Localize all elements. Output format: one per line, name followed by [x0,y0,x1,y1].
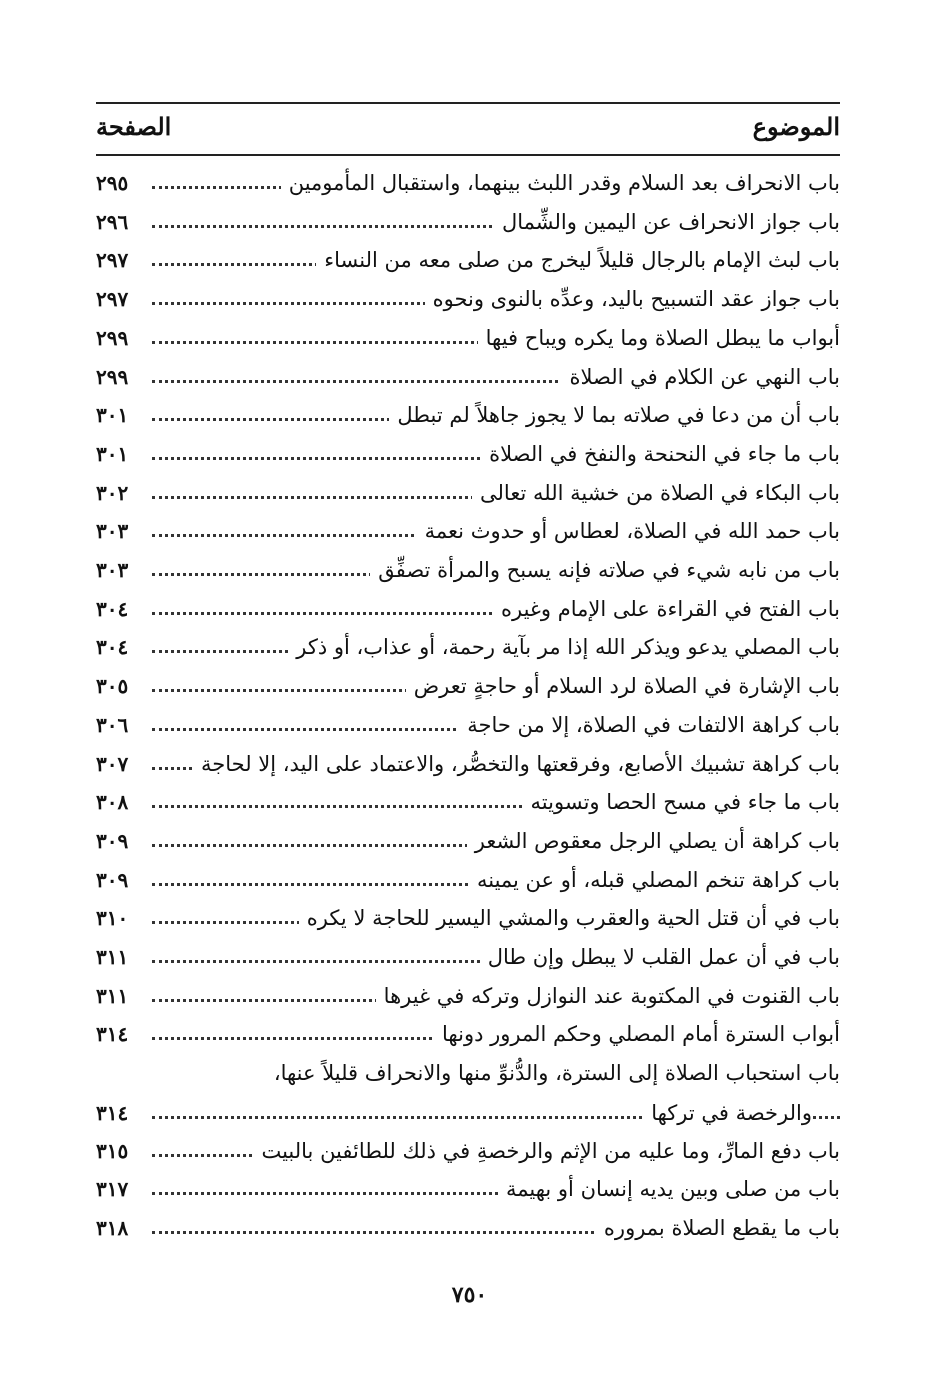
toc-entry-title: باب كراهة تشبيك الأصابع، وفرقعتها والتخصُّر، والاعتماد على اليد، إلا لحاجة [193,749,840,779]
toc-entry-title: باب المصلي يدعو ويذكر الله إذا مر بآية رحمة، أو عذاب، أو ذكر [288,632,840,662]
toc-entry-title: باب الإشارة في الصلاة لرد السلام أو حاجةٍ تعرض [406,671,840,701]
toc-entry [96,863,840,901]
toc-entry-title: باب من صلى وبين يديه إنسان أو بهيمة [498,1174,840,1204]
toc-entry-page-number: ٣٠٩ [96,828,129,853]
toc-entry [96,360,840,398]
toc-entry-title: باب البكاء في الصلاة من خشية الله تعالى [472,478,840,508]
toc-entry-title: باب دفع المارِّ، وما عليه من الإثم والرخصةِ في ذلك للطائفين بالبيت [253,1136,840,1166]
toc-entry-title: باب جواز عقد التسبيح باليد، وعدِّه بالنوى ونحوه [425,284,840,314]
toc-entry-title: باب حمد الله في الصلاة، لعطاس أو حدوث نعمة [417,516,840,546]
toc-entry [96,166,840,204]
header-underline [96,154,840,156]
toc-entry-title: باب في أن عمل القلب لا يبطل وإن طال [480,942,840,972]
topic-column-title: الموضوع [752,112,840,141]
toc-entry-title: باب استحباب الصلاة إلى السترة، والدُّنوِّ منها والانحراف قليلاً عنها، [273,1061,840,1086]
toc-entry [96,1017,840,1055]
toc-entry-page-number: ٣٠١ [96,403,129,428]
toc-entry-title: باب ما جاء في مسح الحصا وتسويته [523,787,840,817]
toc-entry-title: باب كراهة تنخم المصلي قبله، أو عن يمينه [469,865,840,895]
toc-entry-page-number: ٣١٤ [96,1022,129,1047]
toc-entry [96,1172,840,1210]
toc-entry-page-number: ٢٩٥ [96,171,129,195]
toc-entry [96,669,840,707]
toc-entry [96,979,840,1017]
toc-entry-page-number: ٣٠٣ [96,558,129,582]
toc-entry [96,321,840,359]
toc-entry [96,437,840,475]
toc-entry-page-number: ٣١٨ [96,1215,129,1240]
toc-entry-page-number: ٢٩٩ [96,364,129,389]
toc-entry-title: باب في أن قتل الحية والعقرب والمشي اليسير للحاجة لا يكره [299,903,840,933]
toc-entry-title: باب القنوت في المكتوبة عند النوازل وتركه في غيرها [376,981,840,1011]
toc-entry-title: باب النهي عن الكلام في الصلاة [561,362,840,392]
toc-entry [96,1134,840,1172]
toc-entry-title: باب من نابه شيء في صلاته فإنه يسبح والمرأة تصفِّق [370,555,840,585]
toc-entry [96,553,840,591]
toc-header [96,112,840,152]
toc-entry-title: باب ما جاء في النحنحة والنفخ في الصلاة [481,439,840,469]
toc-entry-page-number: ٣٠٥ [96,674,129,699]
toc-entry [96,708,840,746]
page-number: ٧٥٠ [451,1282,488,1308]
toc-entry-page-number: ٣٠٦ [96,712,129,737]
toc-entry [96,940,840,978]
toc-entry-title-continued: والرخصة في تركها [643,1098,812,1128]
toc-entry [96,1056,840,1134]
toc-entry [96,514,840,552]
toc-entry-page-number: ٢٩٧ [96,248,129,273]
toc-entry [96,901,840,939]
toc-entry-page-number: ٣٠٣ [96,519,129,544]
top-rule [96,102,840,104]
toc-entry-page-number: ٢٩٦ [96,209,129,234]
toc-entry [96,785,840,823]
toc-entry [96,282,840,320]
toc-entry-page-number: ٣٠٩ [96,867,129,892]
toc-entry [96,1211,840,1249]
toc-entry [96,824,840,862]
toc-entry-title: باب الانحراف بعد السلام وقدر اللبث بينهما، واستقبال المأمومين [281,168,840,198]
toc-entry-page-number: ٣١٧ [96,1177,129,1202]
toc-entry-page-number: ٣١٠ [96,906,129,931]
page-column-title: الصفحة [96,112,172,141]
toc-entry-title: باب كراهة أن يصلي الرجل معقوص الشعر [467,826,840,856]
toc-entry-title: أبواب السترة أمام المصلي وحكم المرور دونها [434,1019,840,1049]
toc-entry-title: باب كراهة الالتفات في الصلاة، إلا من حاجة [459,710,840,740]
toc-entry-page-number: ٣٠٢ [96,480,129,505]
toc-entry-page-number: ٣٠٨ [96,790,129,815]
toc-entry-title: باب ما يقطع الصلاة بمروره [596,1213,840,1243]
toc-entry-page-number: ٣١٤ [96,1101,129,1126]
toc-entry-title: باب جواز الانحراف عن اليمين والشِّمال [494,207,840,237]
toc-entry-page-number: ٣١٥ [96,1138,129,1163]
toc-entry-page-number: ٢٩٧ [96,287,129,312]
toc-entry [96,747,840,785]
toc-entry [96,592,840,630]
toc-entry-title: باب لبث الإمام بالرجال قليلاً ليخرج من صلى معه من النساء [316,245,840,275]
toc-entry-page-number: ٣٠٤ [96,635,129,660]
toc-entry [96,630,840,668]
toc-entry-page-number: ٣٠١ [96,441,129,466]
toc-entry-title: أبواب ما يبطل الصلاة وما يكره ويباح فيها [478,323,840,353]
toc-entry-page-number: ٣٠٧ [96,751,129,776]
toc-entry [96,243,840,281]
toc-entry [96,476,840,514]
toc-entry-title: باب الفتح في القراءة على الإمام وغيره [493,594,840,624]
toc-entry-page-number: ٣١١ [96,945,129,969]
toc-entry-page-number: ٣٠٤ [96,596,129,621]
toc-entry-title: باب أن من دعا في صلاته بما لا يجوز جاهلاً لم تبطل [389,400,840,430]
toc-entry-page-number: ٢٩٩ [96,325,129,350]
toc-entry-page-number: ٣١١ [96,983,129,1008]
toc-entry [96,398,840,436]
toc-entry [96,205,840,243]
